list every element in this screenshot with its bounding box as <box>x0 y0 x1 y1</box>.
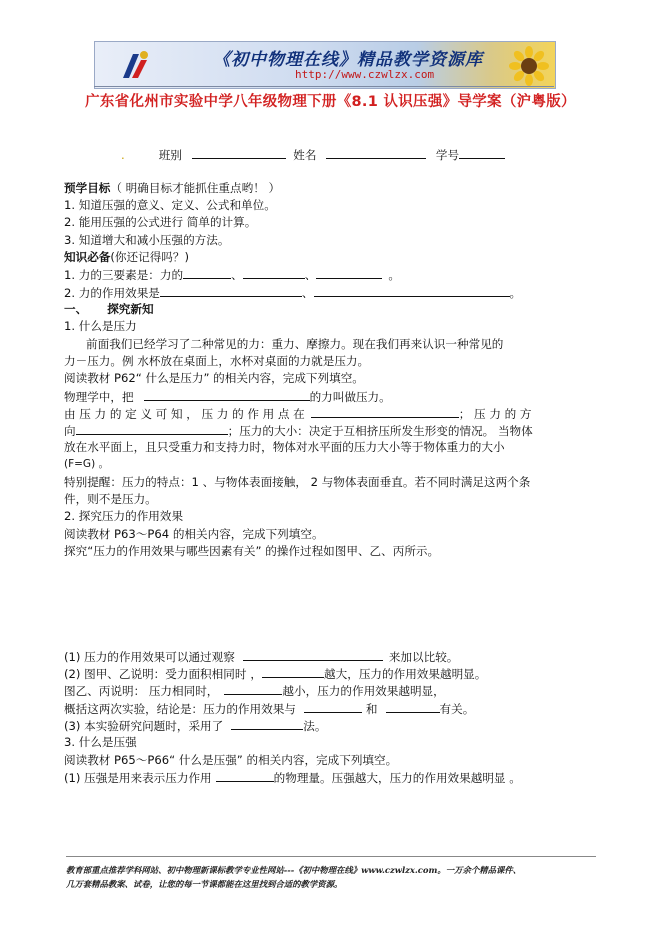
method-blank[interactable] <box>231 717 303 730</box>
section-2-q2 <box>64 665 486 682</box>
section-1-read: 阅读教材 P62“ 什么是压力” 的相关内容，完成下列填空。 <box>64 371 364 385</box>
section-2-q2b <box>64 682 445 699</box>
header-banner <box>94 41 556 89</box>
sep-1: 、 <box>231 268 243 282</box>
class-label: 班别 <box>158 148 182 162</box>
knowledge-q2 <box>64 284 521 301</box>
section-2-title: 2. 探究压力的作用效果 <box>64 509 184 523</box>
footer-line-1: 教育部重点推荐学科网站、初中物理新课标教学专业性网站---《初中物理在线》www.czwlzx.com。一万余个精品课件、 <box>66 865 522 875</box>
q2-sep: 、 <box>301 286 314 300</box>
knowledge-q1 <box>64 266 400 283</box>
student-info-row <box>121 146 505 163</box>
direction2-mid: ；压力的大小：决定于互相挤压所发生形变的情况。 当物体 <box>227 424 533 438</box>
direction2-prefix: 向 <box>64 424 76 438</box>
definition-prefix: 物理学中，把 <box>64 390 134 404</box>
pressure-blank[interactable] <box>216 769 274 782</box>
sunflower-icon <box>509 46 549 86</box>
preview-goals-heading: 预学目标 <box>64 181 111 195</box>
sep-2: 、 <box>304 268 317 282</box>
q2-prefix: (2) 图甲、乙说明：受力面积相同时 <box>64 667 247 681</box>
name-label: 姓名 <box>293 148 317 162</box>
q1-end: 。 <box>388 268 400 282</box>
q2b-prefix: 图乙、丙说明： 压力相同时， <box>64 684 219 698</box>
force-effect-blank-1[interactable] <box>160 284 302 297</box>
section-1-direction-2 <box>64 422 533 439</box>
observe-blank[interactable] <box>243 648 383 661</box>
q2-comma: ， <box>250 667 263 681</box>
direction-text-b: ； 压 力 的 方 <box>458 407 532 421</box>
document-title: 广东省化州市实验中学八年级物理下册《8.1 认识压强》导学案（沪粤版） <box>85 94 576 110</box>
section-3-q1 <box>64 769 521 786</box>
force-effect-blank-2[interactable] <box>314 284 510 297</box>
section-1-tip-1: 特别提醒：压力的特点：1 、与物体表面接触， 2 与物体表面垂直。若不同时满足这两个条 <box>64 475 531 489</box>
definition-blank[interactable] <box>144 388 310 401</box>
q1-suffix: 来加以比较。 <box>388 650 459 664</box>
direction-text-a: 由 压 力 的 定 义 可 知 ， 压 力 的 作 用 点 在 <box>64 407 305 421</box>
force-element-blank-1[interactable] <box>183 266 231 279</box>
knowledge-note: (你还记得吗？) <box>110 250 189 264</box>
section-1-direction-3: 放在水平面上，且只受重力和支持力时，物体对水平面的压力大小等于物体重力的大小 <box>64 440 505 454</box>
footer-rule <box>66 856 596 857</box>
q2c-blank-1[interactable] <box>304 700 362 713</box>
section-1-title: 1. 什么是压力 <box>64 319 137 333</box>
q2-blank[interactable] <box>262 665 324 678</box>
name-blank[interactable] <box>326 146 426 159</box>
marker-dot: . <box>121 148 125 162</box>
section-1-formula: (F=G) 。 <box>64 458 110 470</box>
section-2-q2c <box>64 700 474 717</box>
class-blank[interactable] <box>192 146 286 159</box>
preview-item-3: 3. 知道增大和减小压强的方法。 <box>64 233 230 247</box>
s3-q1-suffix: 的物理量。压强越大，压力的作用效果越明显 。 <box>273 771 521 785</box>
number-label: 学号 <box>435 148 460 162</box>
q3-prefix: (3) 本实验研究问题时，采用了 <box>64 719 224 733</box>
number-blank[interactable] <box>459 146 505 159</box>
q2-end: 。 <box>509 286 522 300</box>
q2c-and: 和 <box>365 702 378 716</box>
preview-goals-heading-row <box>64 180 280 196</box>
section-1-direction <box>64 405 532 422</box>
footer-line-2: 几万套精品教案、试卷，让您的每一节课都能在这里找到合适的教学资源。 <box>66 879 343 889</box>
q2-suffix: 越大，压力的作用效果越明显。 <box>324 667 487 681</box>
section-1-definition <box>64 388 391 405</box>
section-2-q3 <box>64 717 326 734</box>
knowledge-heading: 知识必备 <box>64 250 111 264</box>
explore-heading-number: 一、 <box>64 302 88 316</box>
header-rule <box>94 86 554 87</box>
preview-item-1: 1. 知道压强的意义、定义、公式和单位。 <box>64 198 276 212</box>
direction-blank[interactable] <box>76 422 228 435</box>
section-3-read: 阅读教材 P65～P66“ 什么是压强” 的相关内容，完成下列填空。 <box>64 753 398 767</box>
definition-suffix: 的力叫做压力。 <box>309 390 391 404</box>
q2c-suffix: 有关。 <box>439 702 475 716</box>
section-2-intro: 探究“压力的作用效果与哪些因素有关” 的操作过程如图甲、乙、丙所示。 <box>64 544 440 558</box>
q2b-suffix: 越小，压力的作用效果越明显， <box>282 684 445 698</box>
explore-heading: 探究新知 <box>107 302 154 316</box>
q1-prefix: (1) 压力的作用效果可以通过观察 <box>64 650 235 664</box>
explore-heading-row <box>64 301 154 317</box>
s3-q1-prefix: (1) 压强是用来表示压力作用 <box>64 771 212 785</box>
section-1-tip-2: 件，则不是压力。 <box>64 492 157 506</box>
q2c-blank-2[interactable] <box>386 700 440 713</box>
site-logo-icon <box>119 48 153 82</box>
section-2-q1 <box>64 648 458 665</box>
q2-text: 2. 力的作用效果是 <box>64 286 160 300</box>
preview-goals-note: （ 明确目标才能抓住重点哟！ ） <box>110 181 281 195</box>
q1-text: 1. 力的三要素是：力的 <box>64 268 184 282</box>
force-element-blank-2[interactable] <box>243 266 305 279</box>
section-3-title: 3. 什么是压强 <box>64 735 137 749</box>
force-element-blank-3[interactable] <box>316 266 382 279</box>
banner-title: 《初中物理在线》精品教学资源库 <box>213 50 483 70</box>
banner-url: http://www.czwlzx.com <box>295 68 435 81</box>
action-point-blank[interactable] <box>311 405 459 418</box>
q3-suffix: 法。 <box>303 719 327 733</box>
q2b-blank[interactable] <box>224 682 282 695</box>
preview-item-2: 2. 能用压强的公式进行 简单的计算。 <box>64 215 257 229</box>
knowledge-heading-row <box>64 249 189 265</box>
q2c-prefix: 概括这两次实验，结论是：压力的作用效果与 <box>64 702 296 716</box>
section-1-para-1: 前面我们已经学习了二种常见的力：重力、摩擦力。现在我们再来认识一种常见的 <box>86 337 504 351</box>
section-2-read: 阅读教材 P63～P64 的相关内容，完成下列填空。 <box>64 527 324 541</box>
section-1-para-2: 力－压力。例 水杯放在桌面上，水杯对桌面的力就是压力。 <box>64 354 370 368</box>
